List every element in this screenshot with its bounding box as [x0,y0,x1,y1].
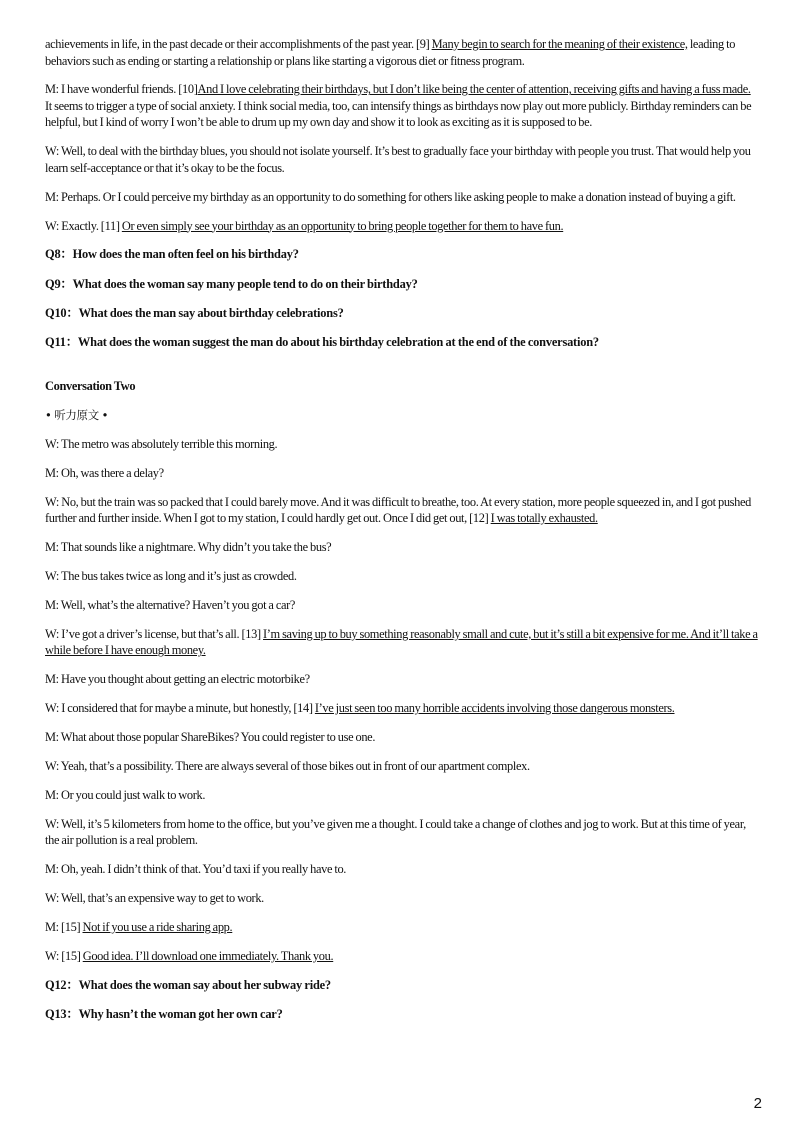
script-label: • 听力原文 • [45,408,109,423]
transcript-paragraph [45,919,759,936]
text-run: M: Have you thought about getting an electric motorbike? [45,672,310,687]
text-run: M: Well, what’s the alternative? Haven’t you got a car? [45,598,296,613]
answer-underline: And I love celebrating their birthdays, but I don’t like being the center of attention, receiving gifts and having a fuss made. [197,82,751,97]
text-run: W: I considered that for maybe a minute, but honestly, [14] [45,701,315,716]
text-run: achievements in life, in the past decade or their accomplishments of the past year. [9] [45,37,432,51]
transcript-paragraph [45,948,759,965]
answer-underline: Or even simply see your birthday as an opportunity to bring people together for them to have fun. [121,218,564,233]
questions-conversation-one [45,246,759,350]
transcript-paragraph [45,597,759,614]
text-run: W: Yeah, that’s a possibility. There are always several of those bikes out in front of our apartment complex. [45,759,530,774]
text-run: M: I have wonderful friends. [10] [45,82,198,97]
transcript-paragraph [45,36,759,69]
text-run: M: That sounds like a nightmare. Why didn’t you take the bus? [45,540,332,555]
text-run: It seems to trigger a type of social anxiety. I think social media, too, can intensify things as birthdays now play out more publicly. Birthday reminders can be helpful, but I kind of worry I won’t be able to drum up my own day and show it to look as exciting as it is supposed to be. [45,98,752,130]
transcript-paragraph [45,539,759,556]
transcript-paragraph [45,465,759,482]
transcript-paragraph [45,787,759,804]
transcript-paragraph [45,861,759,878]
answer-underline: I was totally exhausted. [490,511,598,526]
text-run: W: Well, it’s 5 kilometers from home to the office, but you’ve given me a thought. I could take a change of clothes and jog to work. But at this time of year, the air pollution is a real problem. [45,816,746,848]
text-run: W: The metro was absolutely terrible this morning. [45,437,278,452]
transcript-paragraph [45,729,759,746]
text-run: M: Oh, was there a delay? [45,466,164,481]
question-item: Q11：What does the woman suggest the man do about his birthday celebration at the end of the conversation? [45,334,599,349]
text-run: M: What about those popular ShareBikes? You could register to use one. [45,730,376,745]
question-item: Q8：How does the man often feel on his birthday? [45,247,299,262]
text-run: W: [15] [45,948,83,963]
text-run: M: Oh, yeah. I didn’t think of that. You’d taxi if you really have to. [45,862,347,877]
question-item: Q13：Why hasn’t the woman got her own car? [45,1006,283,1021]
transcript-paragraph [45,626,759,659]
text-run: M: Or you could just walk to work. [45,787,206,802]
transcript-paragraph [45,816,759,849]
answer-underline: Many begin to search for the meaning of their existence, [431,37,688,51]
text-run: M: Perhaps. Or I could perceive my birthday as an opportunity to do something for others like asking people to make a donation instead of buying a gift. [45,189,736,204]
conversation-two-title: Conversation Two [45,379,136,394]
text-run: W: Exactly. [11] [45,218,122,233]
question-item: Q9：What does the woman say many people tend to do on their birthday? [45,276,418,291]
question-item: Q10：What does the man say about birthday celebrations? [45,305,344,320]
questions-conversation-two [45,977,759,1023]
text-run: W: The bus takes twice as long and it’s just as crowded. [45,569,297,584]
transcript-paragraph [45,143,759,176]
conversation-two-transcript [45,436,759,964]
text-run: W: Well, to deal with the birthday blues, you should not isolate yourself. It’s best to gradually face your birthday with people you trust. That would help you learn self-acceptance or that it’s okay to be the focus. [45,144,751,175]
text-run: W: No, but the train was so packed that I could barely move. And it was difficult to breathe, too. At every station, more people squeezed in, and I got pushed further and further inside. When I got to my station, I could hardly get out. Once I did get out, [12] [45,494,751,526]
transcript-paragraph [45,494,759,527]
conversation-one-continued [45,36,759,234]
transcript-paragraph [45,81,759,131]
page-content [45,36,759,1035]
answer-underline: Good idea. I’ll download one immediately. Thank you. [82,948,334,963]
transcript-paragraph [45,189,759,206]
transcript-paragraph [45,671,759,688]
transcript-paragraph [45,436,759,453]
text-run: W: Well, that’s an expensive way to get to work. [45,891,264,906]
transcript-paragraph [45,568,759,585]
text-run: W: I’ve got a driver’s license, but that’s all. [13] [45,626,263,641]
answer-underline: I’ve just seen too many horrible accidents involving those dangerous monsters. [314,701,675,716]
text-run: M: [15] [45,919,83,934]
page-number: 2 [753,1095,762,1112]
text-run: leading to behaviors such as ending or starting a relationship or plans like starting a vigorous diet or fitness program. [45,37,736,68]
answer-underline: I’m saving up to buy something reasonably small and cute, but it’s still a bit expensive for me. And it’ll take a while before I have enough money. [45,626,758,658]
transcript-paragraph [45,890,759,907]
transcript-paragraph [45,218,759,235]
transcript-paragraph [45,758,759,775]
question-item: Q12：What does the woman say about her subway ride? [45,977,331,992]
answer-underline: Not if you use a ride sharing app. [82,919,233,934]
transcript-paragraph [45,700,759,717]
